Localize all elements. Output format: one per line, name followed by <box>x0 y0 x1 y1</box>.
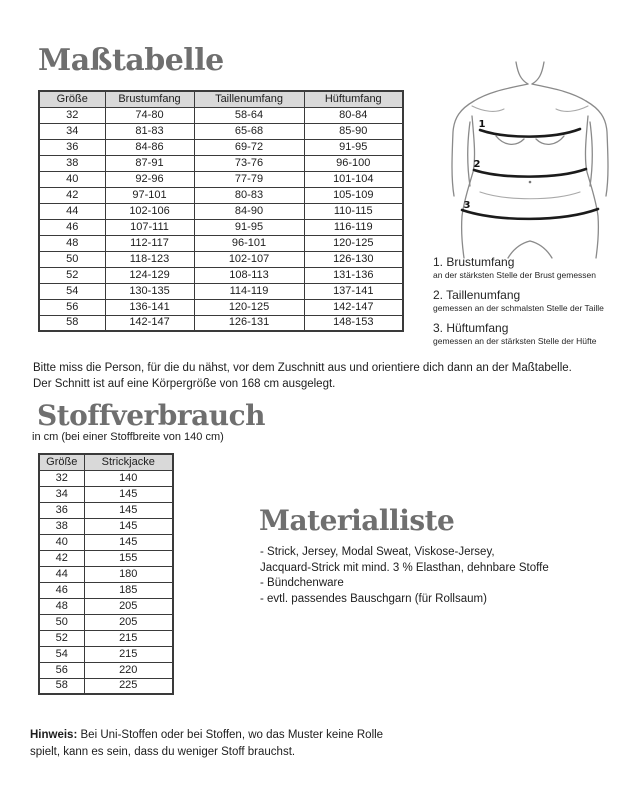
table-row <box>39 315 403 331</box>
masstabelle-title: Maßtabelle <box>38 43 224 78</box>
table-row <box>39 518 173 534</box>
table-row <box>39 155 403 171</box>
table-cell: 46 <box>39 219 105 235</box>
table-cell: 140 <box>84 470 173 486</box>
table-cell: 91-95 <box>304 139 403 155</box>
hip-measure-line <box>462 209 598 219</box>
table-cell: 101-104 <box>304 171 403 187</box>
fabric-consumption-table <box>38 453 174 695</box>
table-cell: 73-76 <box>194 155 304 171</box>
table-cell: 52 <box>39 630 84 646</box>
table-row <box>39 171 403 187</box>
table-cell: 46 <box>39 582 84 598</box>
table-row <box>39 550 173 566</box>
annotation-title: 2. Taillenumfang <box>433 288 521 302</box>
table-row <box>39 251 403 267</box>
table-cell: 58-64 <box>194 107 304 123</box>
table-row <box>39 235 403 251</box>
table-cell: 80-84 <box>304 107 403 123</box>
table-cell: 108-113 <box>194 267 304 283</box>
table-cell: 40 <box>39 171 105 187</box>
table-cell: 32 <box>39 470 84 486</box>
table-cell: 120-125 <box>304 235 403 251</box>
table-cell: 215 <box>84 630 173 646</box>
figure-label-bust: 1 <box>478 119 486 130</box>
table-cell: 56 <box>39 662 84 678</box>
table-cell: 58 <box>39 678 84 694</box>
header-row <box>39 91 403 107</box>
fabric-hint-label: Hinweis: <box>30 729 78 741</box>
figure-label-waist: 2 <box>473 159 481 170</box>
table-cell: 36 <box>39 139 105 155</box>
table-cell: 126-130 <box>304 251 403 267</box>
column-header: Größe <box>39 454 84 470</box>
table-cell: 69-72 <box>194 139 304 155</box>
header-row <box>39 454 173 470</box>
table-cell: 130-135 <box>105 283 194 299</box>
table-cell: 85-90 <box>304 123 403 139</box>
figure-label-hip: 3 <box>463 200 471 211</box>
table-cell: 155 <box>84 550 173 566</box>
table-cell: 87-91 <box>105 155 194 171</box>
stoffverbrauch-title: Stoffverbrauch <box>37 399 265 432</box>
table-row <box>39 187 403 203</box>
table-row <box>39 299 403 315</box>
table-row <box>39 219 403 235</box>
figure-shoulder-left <box>474 84 528 101</box>
table-cell: 110-115 <box>304 203 403 219</box>
annotation-title: 3. Hüftumfang <box>433 321 509 335</box>
material-list-item: Jacquard-Strick mit mind. 3 % Elasthan, dehnbare Stoffe <box>260 561 549 574</box>
table-row <box>39 662 173 678</box>
table-cell: 84-86 <box>105 139 194 155</box>
figure-navel <box>529 181 532 184</box>
table-cell: 52 <box>39 267 105 283</box>
table-row <box>39 283 403 299</box>
table-cell: 97-101 <box>105 187 194 203</box>
table-cell: 56 <box>39 299 105 315</box>
table-cell: 107-111 <box>105 219 194 235</box>
table-cell: 34 <box>39 486 84 502</box>
figure-arm-inner-left <box>468 122 470 186</box>
table-cell: 38 <box>39 518 84 534</box>
fabric-hint <box>30 727 440 761</box>
table-cell: 116-119 <box>304 219 403 235</box>
table-cell: 205 <box>84 598 173 614</box>
table-row <box>39 678 173 694</box>
table-cell: 42 <box>39 550 84 566</box>
table-row <box>39 598 173 614</box>
table-cell: 50 <box>39 251 105 267</box>
table-cell: 48 <box>39 598 84 614</box>
table-cell: 118-123 <box>105 251 194 267</box>
table-cell: 145 <box>84 534 173 550</box>
table-cell: 91-95 <box>194 219 304 235</box>
table-cell: 131-136 <box>304 267 403 283</box>
material-list-item: - Strick, Jersey, Modal Sweat, Viskose-Jersey, <box>260 546 495 558</box>
figure-chest-line-left <box>472 106 504 111</box>
table-row <box>39 582 173 598</box>
table-cell: 185 <box>84 582 173 598</box>
column-header: Taillenumfang <box>194 91 304 107</box>
table-cell: 148-153 <box>304 315 403 331</box>
column-header: Größe <box>39 91 105 107</box>
table-row <box>39 646 173 662</box>
table-cell: 48 <box>39 235 105 251</box>
measurement-annotations <box>433 256 618 355</box>
table-row <box>39 123 403 139</box>
measuring-note-line2: Der Schnitt ist auf eine Körpergröße von 168 cm ausgelegt. <box>33 378 336 390</box>
table-cell: 136-141 <box>105 299 194 315</box>
table-cell: 54 <box>39 283 105 299</box>
table-cell: 96-100 <box>304 155 403 171</box>
table-row <box>39 486 173 502</box>
annotation-subtitle: gemessen an der stärksten Stelle der Hüfte <box>433 336 597 346</box>
table-cell: 77-79 <box>194 171 304 187</box>
table-row <box>39 267 403 283</box>
table-cell: 126-131 <box>194 315 304 331</box>
table-row <box>39 470 173 486</box>
table-cell: 65-68 <box>194 123 304 139</box>
materialliste-title: Materialliste <box>259 504 455 537</box>
table-cell: 42 <box>39 187 105 203</box>
bust-measure-line <box>480 129 580 137</box>
table-row <box>39 566 173 582</box>
table-cell: 80-83 <box>194 187 304 203</box>
table-cell: 81-83 <box>105 123 194 139</box>
table-row <box>39 534 173 550</box>
table-cell: 142-147 <box>304 299 403 315</box>
table-cell: 215 <box>84 646 173 662</box>
fabric-hint-line1: Bei Uni-Stoffen oder bei Stoffen, wo das Muster keine Rolle <box>80 729 384 741</box>
table-cell: 102-106 <box>105 203 194 219</box>
table-cell: 50 <box>39 614 84 630</box>
material-list <box>260 545 610 607</box>
table-cell: 180 <box>84 566 173 582</box>
annotation-item <box>433 289 618 313</box>
table-cell: 124-129 <box>105 267 194 283</box>
annotation-item <box>433 322 618 346</box>
table-cell: 44 <box>39 203 105 219</box>
table-cell: 120-125 <box>194 299 304 315</box>
table-cell: 32 <box>39 107 105 123</box>
table-row <box>39 107 403 123</box>
figure-neck-right <box>532 62 544 84</box>
stoffverbrauch-subtitle: in cm (bei einer Stoffbreite von 140 cm) <box>32 431 224 443</box>
table-cell: 145 <box>84 486 173 502</box>
table-row <box>39 139 403 155</box>
table-cell: 38 <box>39 155 105 171</box>
measurement-table <box>38 90 404 332</box>
measuring-note-line1: Bitte miss die Person, für die du nähst, vor dem Zuschnitt aus und orientiere dich dann an der Maßtabelle. <box>33 362 572 374</box>
table-cell: 34 <box>39 123 105 139</box>
table-cell: 145 <box>84 518 173 534</box>
figure-arm-inner-right <box>590 122 592 186</box>
material-list-item: - Bündchenware <box>260 577 344 589</box>
material-list-item: - evtl. passendes Bauschgarn (für Rollsaum) <box>260 592 487 605</box>
table-cell: 112-117 <box>105 235 194 251</box>
table-cell: 54 <box>39 646 84 662</box>
table-row <box>39 630 173 646</box>
table-cell: 205 <box>84 614 173 630</box>
figure-shoulder-right <box>532 84 586 101</box>
table-row <box>39 203 403 219</box>
table-cell: 92-96 <box>105 171 194 187</box>
table-cell: 102-107 <box>194 251 304 267</box>
table-cell: 225 <box>84 678 173 694</box>
table-cell: 40 <box>39 534 84 550</box>
figure-hip-crease <box>480 192 580 199</box>
table-cell: 105-109 <box>304 187 403 203</box>
table-cell: 220 <box>84 662 173 678</box>
table-cell: 142-147 <box>105 315 194 331</box>
annotation-subtitle: gemessen an der schmalsten Stelle der Taille <box>433 303 604 313</box>
fabric-hint-line2: spielt, kann es sein, dass du weniger Stoff brauchst. <box>30 746 296 758</box>
table-cell: 114-119 <box>194 283 304 299</box>
table-cell: 74-80 <box>105 107 194 123</box>
table-row <box>39 502 173 518</box>
table-cell: 137-141 <box>304 283 403 299</box>
annotation-title: 1. Brustumfang <box>433 255 515 269</box>
table-cell: 36 <box>39 502 84 518</box>
waist-measure-line <box>474 169 586 177</box>
table-cell: 44 <box>39 566 84 582</box>
figure-chest-line-right <box>556 106 588 111</box>
annotation-subtitle: an der stärksten Stelle der Brust gemessen <box>433 270 596 280</box>
table-cell: 84-90 <box>194 203 304 219</box>
measuring-note <box>33 360 613 392</box>
column-header: Brustumfang <box>105 91 194 107</box>
table-cell: 145 <box>84 502 173 518</box>
table-cell: 96-101 <box>194 235 304 251</box>
annotation-item <box>433 256 618 280</box>
body-measurement-diagram <box>438 60 622 260</box>
table-row <box>39 614 173 630</box>
column-header: Strickjacke <box>84 454 173 470</box>
table-cell: 58 <box>39 315 105 331</box>
figure-neck-left <box>516 62 528 84</box>
column-header: Hüftumfang <box>304 91 403 107</box>
